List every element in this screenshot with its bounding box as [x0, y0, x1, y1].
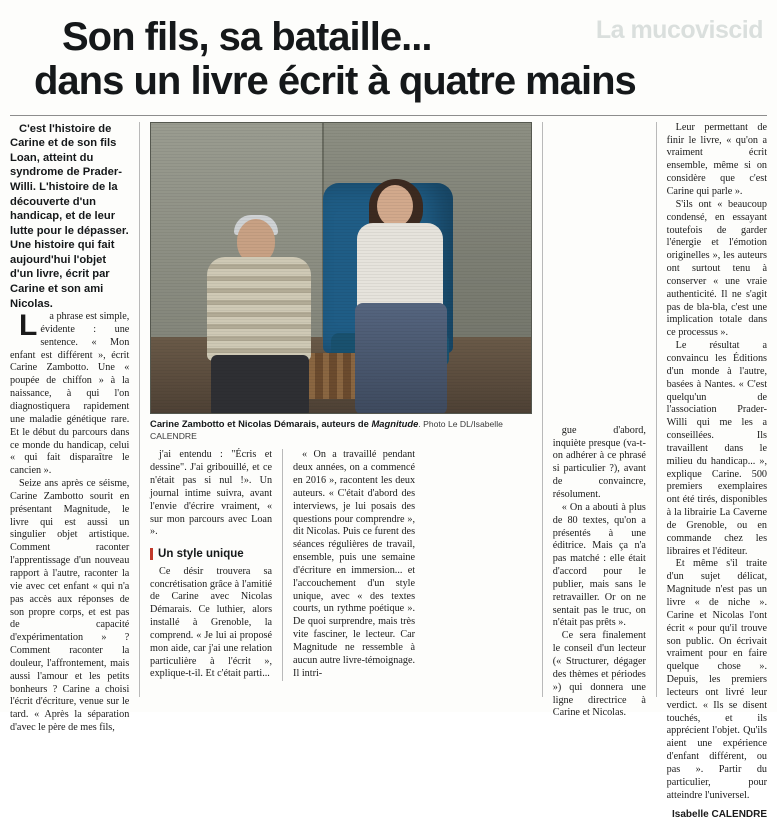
column-divider: [139, 122, 140, 697]
column-1-paragraph-1: [10, 311, 129, 478]
photo-credit: . Photo Le DL/Isabelle CALENDRE: [150, 419, 503, 441]
column-4-paragraph-3: Ce sera finalement le conseil d'un lecteur (« Structurer, dégager des thèmes et périodes ») qui donnera une ligne directrice à Carine et Nicolas.: [553, 630, 646, 720]
photo-caption: [150, 418, 532, 442]
photo-print-grain: [151, 123, 531, 413]
article-photo: [150, 122, 532, 414]
column-5-paragraph-2: S'ils ont « beaucoup condensé, en essayant toutefois de garder l'énergie et l'émotion originelles », les auteurs ont surtout tenu à conserver « une vraie authenticité. Il ne s'agit pas de bla-bla, c'est une implication totale dans ce processus ».: [667, 199, 767, 340]
column-2-paragraph-1: j'ai entendu : "Écris et dessine". J'ai gribouillé, et ce n'était pas si nul !». Un journal intime suivra, avant l'envie d'écrire vraiment, « sur mon parcours avec Loan ».: [150, 449, 272, 539]
column-1: [10, 122, 129, 697]
column-4-paragraph-1: gue d'abord, inquiète presque (va-t-on adhérer à ce phrasé si particulier ?), avant de convaincre, résolument.: [553, 425, 646, 502]
adjacent-article-ghost-headline: La mucoviscid: [596, 16, 763, 45]
headline-line-1: Son fils, sa bataille...: [62, 16, 767, 58]
column-5-paragraph-4: Et même s'il traite d'un sujet délicat, Magnitude n'est pas un livre « de niche ». Carine et Nicolas l'ont écrit « pour qu'il trouve son public. On écrivait vraiment pour en faire quelque chose ». Depuis, les premiers lecteurs ont livré leur verdict. « Ils se disent touchés, et ils apprécient l'objet. Qu'ils aient une expérience d'enfant différent, ou pas ». Partir du particulier, pour atteindre l'universel.: [667, 558, 767, 802]
drop-cap: L: [10, 312, 40, 338]
column-4-paragraph-2: « On a abouti à plus de 80 textes, qu'on a présentés à une éditrice. Mais ça n'a pas matché : elle était d'accord pour le publier, mais sans le retravailler. Or on ne sentait pas le truc, on n'était pas prêts ».: [553, 502, 646, 630]
column-3: [293, 449, 415, 681]
photo-caption-text: Carine Zambotto et Nicolas Démarais, auteurs de: [150, 418, 371, 429]
column-5-paragraph-3: Le résultat a convaincu les Éditions d'un monde à l'autre, basées à Nantes. « C'est quelqu'un de l'association Prader-Willi qui me les a conseillées. Ils travaillent dans le milieu du handicap... », explique Carine. 500 premiers exemplaires ont été tirés, disponibles à la librairie La Caverne de Grenoble, ou en commande chez les libraires et l'éditeur.: [667, 340, 767, 558]
column-2: [150, 449, 272, 681]
page-title: [28, 16, 767, 103]
column-1-paragraph-2: Seize ans après ce séisme, Carine Zambotto sourit en présentant Magnitude, le livre qui est aussi un singulier objet artistique. Comment raconter l'apprentissage d'un nouveau rapport à l'autre, raconter la vie avec cet enfant « qui n'a pas accès aux réponses de son propre corps, et est pas de capacité d'expérimentation » ? Comment raconter la douleur, l'affrontement, mais aussi l'amour et les petits bonheurs ? Carine a choisi l'écrit d'écriture, venue sur le tard. « Après la séparation d'avec le père de mes fils,: [10, 478, 129, 735]
column-2-paragraph-2: Ce désir trouvera sa concrétisation grâce à l'amitié de Carine avec Nicolas Démarais. Ce luthier, alors installé à Grenoble, la comprend. « Je lui ai proposé mon aide, car j'ai une relation particulière à l'écrit », explique-t-il. Et c'était parti...: [150, 566, 272, 682]
column-5: [667, 122, 767, 697]
headline-line-2: dans un livre écrit à quatre mains: [34, 60, 767, 102]
column-divider: [656, 122, 657, 697]
column-center: [150, 122, 532, 697]
column-divider: [282, 449, 283, 681]
column-5-paragraph-1: Leur permettant de finir le livre, « qu'on a vraiment écrit ensemble, même si on considère que c'est Carine qui parle ».: [667, 122, 767, 199]
column-1-paragraph-1-text: a phrase est simple, évidente : une sentence. « Mon enfant est différent », écrit Carine Zambotto. Une « poupée de chiffon » à la naissance, à qui l'on diagnostiquera rapidement une maladie génétique rare. Et le début du parcours dans ce monde du handicap, celui « qui fait disparaître le cancien ».: [10, 311, 129, 476]
column-3-paragraph-1: « On a travaillé pendant deux années, on a commencé en 2016 », racontent les deux auteurs. « C'était d'abord des interviews, je lui posais des questions pour comprendre », dit Nicolas. Puis ce furent des séances régulières de travail, ensemble, puis une semaine d'écriture en immersion... et l'accouchement d'un style unique, avec « des textes courts, un rythme poétique ». De quoi surprendre, mais très vite fasciner, le lecteur. Car Magnitude ne ressemble à aucun autre livre-témoignage. Il intri-: [293, 449, 415, 680]
author-signature: Isabelle CALENDRE: [667, 809, 767, 821]
section-subheading: Un style unique: [150, 547, 272, 561]
article-columns: [10, 122, 767, 697]
headline-divider: [10, 115, 767, 116]
center-text-columns: [150, 449, 532, 681]
photo-caption-book-title: Magnitude: [371, 418, 418, 429]
column-4: [553, 425, 646, 697]
standfirst: C'est l'histoire de Carine et de son fils Loan, atteint du syndrome de Prader-Willi. L'histoire de la découverte d'un handicap, et de leur lutte pour le dépasser. Une histoire qui fait aujourd'hui l'objet d'un livre, écrit par Carine et son ami Nicolas.: [10, 122, 129, 311]
column-divider: [542, 122, 543, 697]
